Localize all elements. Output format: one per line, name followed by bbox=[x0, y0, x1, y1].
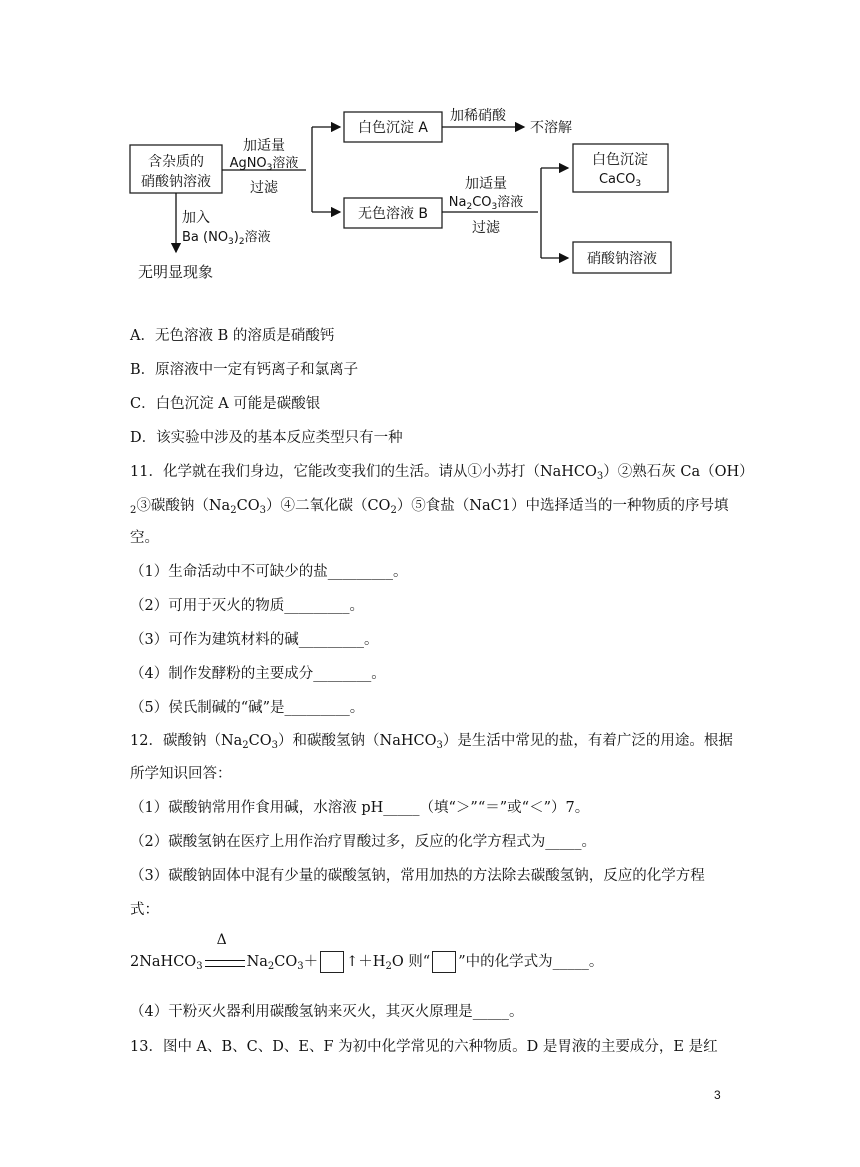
q12-equation: 2NaHCO$_3$ Δ $Na_2CO_3+$ $↑+H_2O$ 则“ ”中的化学式为_____。 bbox=[130, 932, 604, 972]
resultA-label: 不溶解 bbox=[530, 120, 572, 136]
q13-line1: 13．图中 A、B、C、D、E、F 为初中化学常见的六种物质。D 是胃液的主要成分，E 是红 bbox=[130, 1039, 718, 1055]
down-arrow-result: 无明显现象 bbox=[138, 263, 214, 281]
option-A: A．无色溶液 B 的溶质是硝酸钙 bbox=[130, 328, 335, 344]
page-number: 3 bbox=[714, 1088, 721, 1102]
box-C-line2: CaCO$_3$ bbox=[598, 172, 642, 189]
q11-line2: $_2$③碳酸钠$(Na_2CO_3)④$二氧化碳$(CO_2)⑤$食盐（NaC1）中选择适当的一种物质的序号填 bbox=[130, 498, 729, 516]
blank-box-2 bbox=[432, 951, 456, 973]
arrow1-top-label: 加适量 bbox=[243, 138, 285, 154]
arrow1-bottom-label: 过滤 bbox=[250, 180, 278, 196]
box-D-label: 硝酸钠溶液 bbox=[587, 251, 657, 267]
option-B: B．原溶液中一定有钙离子和氯离子 bbox=[130, 362, 359, 378]
box-B-label: 无色溶液 B bbox=[357, 206, 429, 222]
q11-sub1: （1）生命活动中不可缺少的盐_________。 bbox=[130, 564, 408, 580]
experiment-flow-diagram bbox=[0, 0, 860, 300]
box-C-line1: 白色沉淀 bbox=[592, 152, 648, 168]
option-D: D．该实验中涉及的基本反应类型只有一种 bbox=[130, 430, 403, 446]
q11-line3: 空。 bbox=[130, 530, 159, 546]
arrowA-label: 加稀硝酸 bbox=[450, 108, 506, 124]
q12-sub4: （4）干粉灭火器利用碳酸氢钠来灭火，其灭火原理是_____。 bbox=[130, 1004, 524, 1020]
q11-sub4: （4）制作发酵粉的主要成分________。 bbox=[130, 666, 386, 682]
q11-sub3: （3）可作为建筑材料的碱_________。 bbox=[130, 632, 379, 648]
down-arrow-label2: Ba $(NO_3)_2$溶液 bbox=[182, 230, 271, 247]
option-C: C．白色沉淀 A 可能是碳酸银 bbox=[130, 396, 321, 412]
heat-equals-sign: Δ bbox=[205, 952, 245, 972]
blank-box-1 bbox=[320, 951, 344, 973]
q12-line2: 所学知识回答： bbox=[130, 766, 232, 782]
arrow2-bottom-label: 过滤 bbox=[472, 220, 500, 236]
q12-sub1: （1）碳酸钠常用作食用碱，水溶液 pH_____（填“＞”“＝”或“＜”）7。 bbox=[130, 800, 590, 816]
q12-sub3-line2: 式： bbox=[130, 902, 159, 918]
arrow2-top-label: 加适量 bbox=[465, 176, 507, 192]
q11-sub5: （5）侯氏制碱的“碱”是_________。 bbox=[130, 700, 365, 716]
arrow2-reagent-label: $Na_2CO_3$溶液 bbox=[448, 195, 524, 212]
start-box-line2: 硝酸钠溶液 bbox=[141, 174, 211, 190]
q12-line1: 12．碳酸钠$(Na_2CO_3)$和碳酸氢钠（NaHCO$_3$）是生活中常见的盐，有着广泛的用途。根据 bbox=[130, 733, 733, 751]
down-arrow-label1: 加入 bbox=[182, 210, 210, 226]
q11-line1: 11．化学就在我们身边，它能改变我们的生活。请从①小苏打（NaHCO$_3$）②熟石灰 Ca（OH） bbox=[130, 464, 754, 482]
start-box-line1: 含杂质的 bbox=[148, 154, 204, 170]
q12-sub3-line1: （3）碳酸钠固体中混有少量的碳酸氢钠，常用加热的方法除去碳酸氢钠，反应的化学方程 bbox=[130, 868, 705, 884]
box-A-label: 白色沉淀 A bbox=[357, 120, 429, 136]
q12-sub2: （2）碳酸氢钠在医疗上用作治疗胃酸过多，反应的化学方程式为_____。 bbox=[130, 834, 596, 850]
q11-sub2: （2）可用于灭火的物质_________。 bbox=[130, 598, 364, 614]
arrow1-reagent-label: AgNO$_3$溶液 bbox=[229, 156, 299, 173]
